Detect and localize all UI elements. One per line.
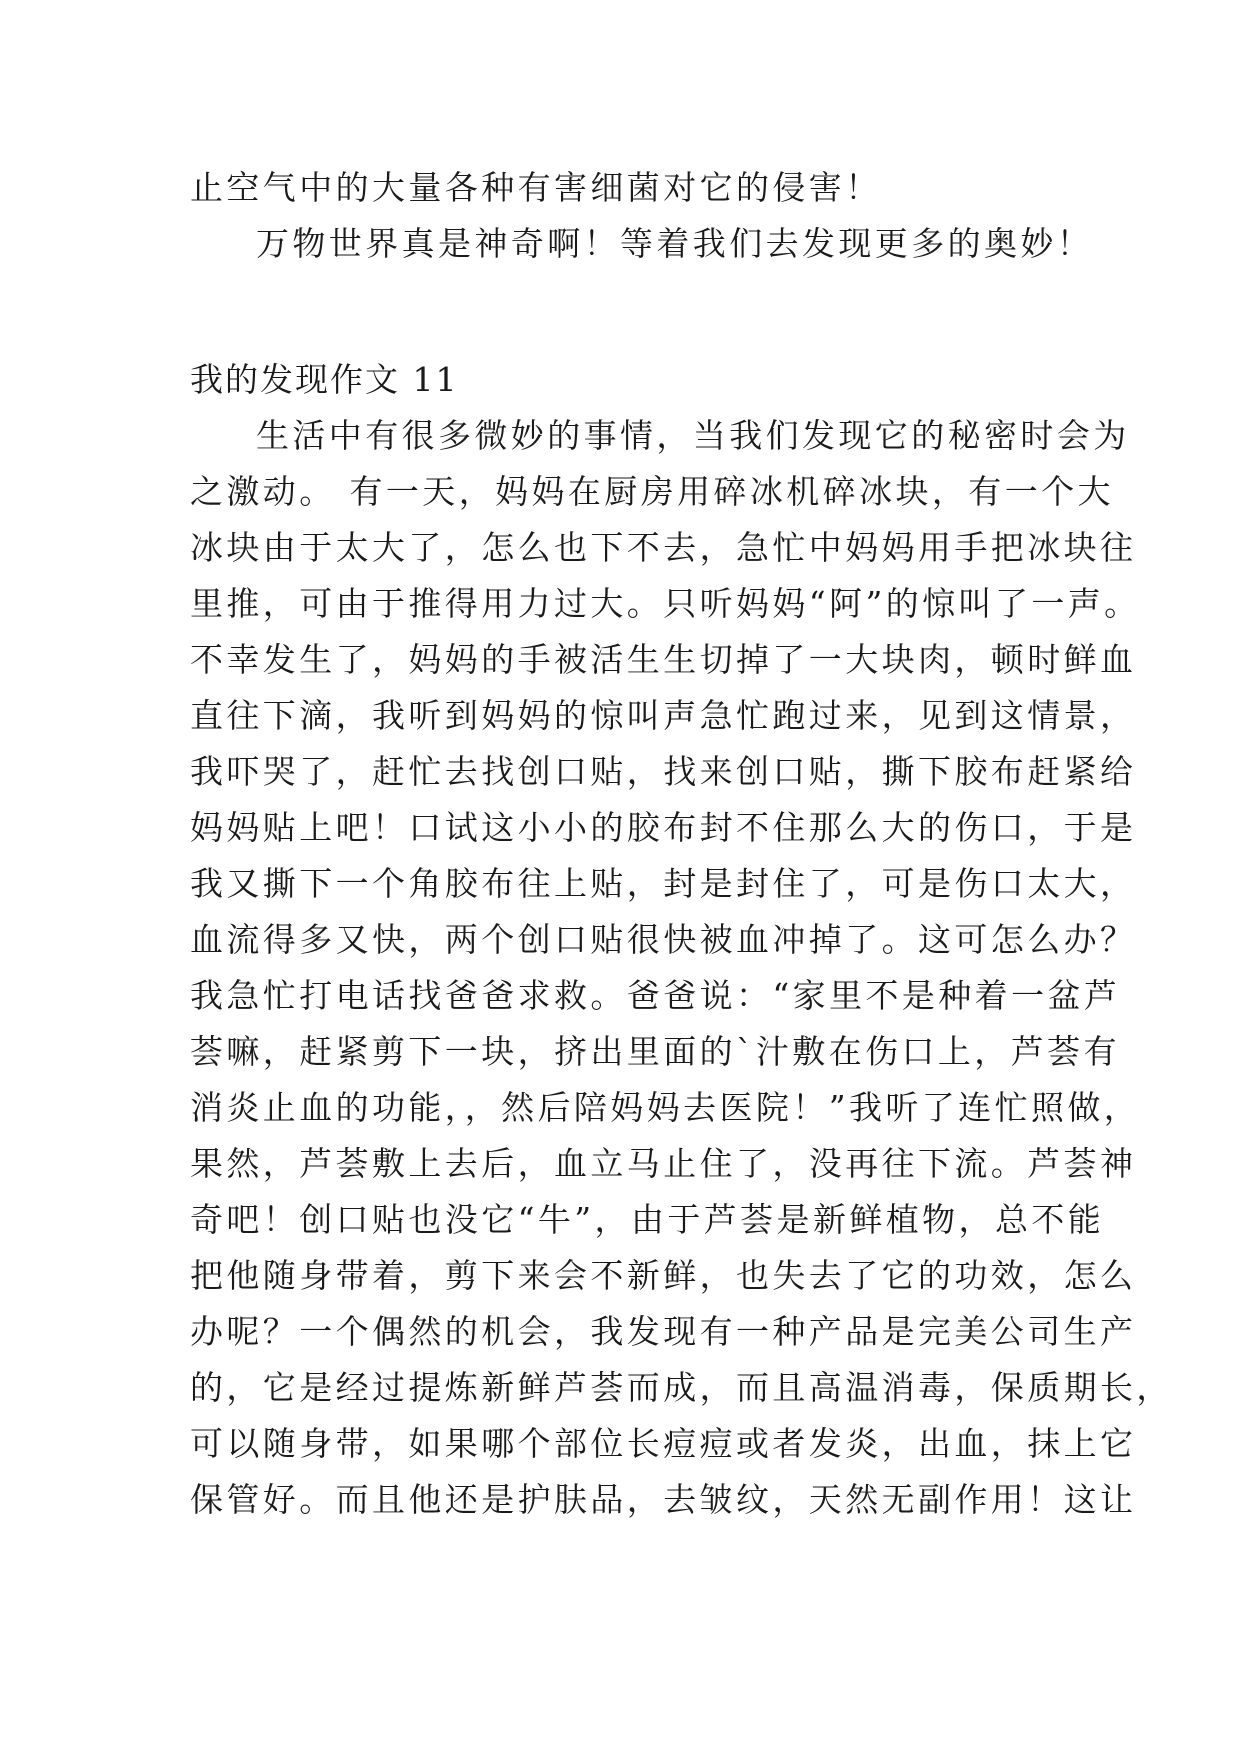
essay-line: 保管好。而且他还是护肤品，去皱纹，天然无副作用！这让 <box>190 1480 1137 1519</box>
essay-line: 我吓哭了，赶忙去找创口贴，找来创口贴，撕下胶布赶紧给 <box>190 752 1137 791</box>
essay-line: 的，它是经过提炼新鲜芦荟而成，而且高温消毒，保质期长， <box>190 1368 1173 1407</box>
essay-line: 把他随身带着，剪下来会不新鲜，也失去了它的功效，怎么 <box>190 1256 1137 1295</box>
essay-line: 妈妈贴上吧！口试这小小的胶布封不住那么大的伤口，于是 <box>190 808 1137 847</box>
essay-line: 荟嘛，赶紧剪下一块，挤出里面的`汁敷在伤口上，芦荟有 <box>190 1032 1120 1071</box>
previous-paragraph-tail: 止空气中的大量各种有害细菌对它的侵害！ <box>190 168 882 207</box>
essay-line: 不幸发生了，妈妈的手被活生生切掉了一大块肉，顿时鲜血 <box>190 640 1137 679</box>
essay-line: 血流得多又快，两个创口贴很快被血冲掉了。这可怎么办？ <box>190 920 1137 959</box>
document-page <box>190 160 1173 1528</box>
essay-line: 办呢？一个偶然的机会，我发现有一种产品是完美公司生产 <box>190 1312 1137 1351</box>
essay-title: 我的发现作文 11 <box>190 360 459 399</box>
previous-closing-paragraph: 万物世界真是神奇啊！等着我们去发现更多的奥妙！ <box>256 224 1094 263</box>
section-spacer <box>190 272 1070 352</box>
essay-line: 可以随身带，如果哪个部位长痘痘或者发炎，出血，抹上它 <box>190 1424 1137 1463</box>
essay-line: 之激动。 有一天，妈妈在厨房用碎冰机碎冰块，有一个大 <box>190 472 1114 511</box>
essay-line: 我急忙打电话找爸爸求救。爸爸说：“家里不是种着一盆芦 <box>190 976 1121 1015</box>
essay-line: 消炎止血的功能，，然后陪妈妈去医院！”我听了连忙照做， <box>190 1088 1141 1127</box>
essay-line: 我又撕下一个角胶布往上贴，封是封住了，可是伤口太大， <box>190 864 1137 903</box>
essay-line: 里推，可由于推得用力过大。只听妈妈“阿”的惊叫了一声。 <box>190 584 1141 623</box>
essay-line: 果然，芦荟敷上去后，血立马止住了，没再往下流。芦荟神 <box>190 1144 1137 1183</box>
essay-line: 冰块由于太大了，怎么也下不去，急忙中妈妈用手把冰块往 <box>190 528 1137 567</box>
essay-line: 奇吧！创口贴也没它“牛”，由于芦荟是新鲜植物，总不能 <box>190 1200 1105 1239</box>
essay-body <box>190 408 1173 1528</box>
essay-line: 生活中有很多微妙的事情，当我们发现它的秘密时会为 <box>256 416 1130 455</box>
essay-line: 直往下滴，我听到妈妈的惊叫声急忙跑过来，见到这情景， <box>190 696 1137 735</box>
